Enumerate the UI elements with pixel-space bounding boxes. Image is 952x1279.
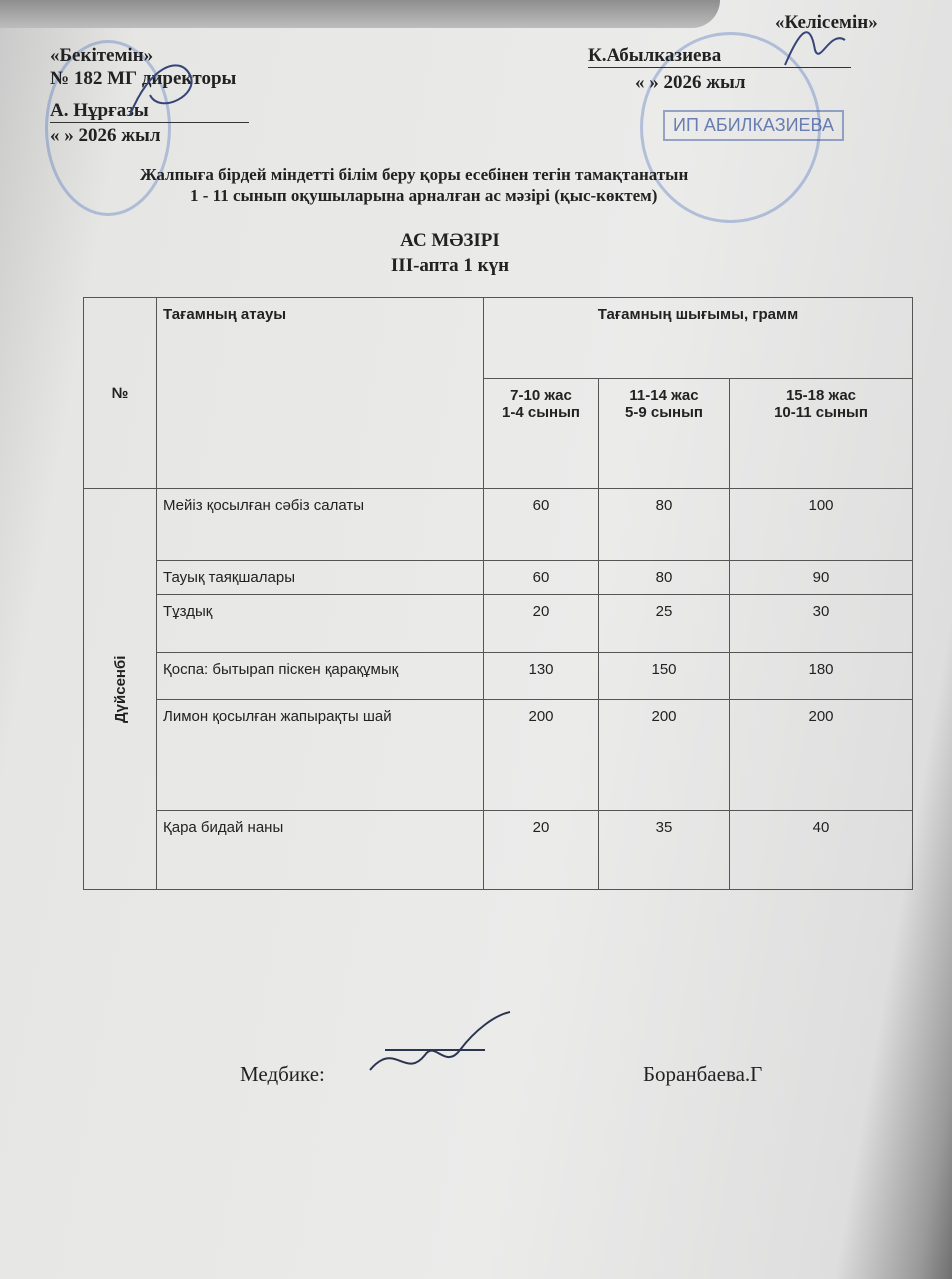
agree-title: «Келісемін» bbox=[775, 12, 878, 33]
value: 25 bbox=[599, 595, 730, 653]
menu-table bbox=[83, 297, 913, 890]
dish-name: Тұздық bbox=[157, 595, 484, 653]
value: 35 bbox=[599, 811, 730, 890]
day-label: Дүйсенбі bbox=[84, 489, 157, 890]
approve-line2: А. Нұрғазы bbox=[50, 100, 249, 123]
value: 180 bbox=[730, 653, 913, 700]
value: 20 bbox=[484, 811, 599, 890]
value: 200 bbox=[730, 700, 913, 811]
table-row bbox=[84, 700, 913, 811]
value: 60 bbox=[484, 561, 599, 595]
group-header: 11-14 жас 5-9 сынып bbox=[599, 379, 730, 489]
value: 200 bbox=[599, 700, 730, 811]
dish-name: Қара бидай наны bbox=[157, 811, 484, 890]
value: 30 bbox=[730, 595, 913, 653]
value: 60 bbox=[484, 489, 599, 561]
approve-line1: № 182 МГ директоры bbox=[50, 68, 237, 89]
value: 80 bbox=[599, 489, 730, 561]
value: 200 bbox=[484, 700, 599, 811]
agree-signature bbox=[780, 20, 850, 70]
agree-name: К.Абылказиева bbox=[588, 45, 851, 68]
paper-fold bbox=[0, 0, 720, 28]
nurse-signature bbox=[365, 1010, 515, 1090]
table-row bbox=[84, 811, 913, 890]
nurse-name: Боранбаева.Г bbox=[643, 1062, 763, 1086]
dish-name: Қоспа: бытырап піскен қарақұмық bbox=[157, 653, 484, 700]
value: 20 bbox=[484, 595, 599, 653]
table-row bbox=[84, 489, 913, 561]
table-row bbox=[84, 653, 913, 700]
approve-title: «Бекітемін» bbox=[50, 45, 154, 66]
col-name-header: Тағамның атауы bbox=[157, 298, 484, 489]
dish-name: Лимон қосылған жапырақты шай bbox=[157, 700, 484, 811]
col-yield-header: Тағамның шығымы, грамм bbox=[484, 298, 913, 379]
page-title: АС МӘЗІРІ bbox=[400, 230, 500, 251]
nurse-label: Медбике: bbox=[240, 1062, 325, 1086]
dish-name: Тауық таяқшалары bbox=[157, 561, 484, 595]
value: 150 bbox=[599, 653, 730, 700]
approve-date: « » 2026 жыл bbox=[50, 125, 161, 146]
value: 80 bbox=[599, 561, 730, 595]
dish-name: Мейіз қосылған сәбіз салаты bbox=[157, 489, 484, 561]
stamp-label: ИП АБИЛКАЗИЕВА bbox=[663, 110, 844, 141]
group-header: 15-18 жас 10-11 сынып bbox=[730, 379, 913, 489]
value: 40 bbox=[730, 811, 913, 890]
table-row bbox=[84, 561, 913, 595]
subtitle-line1: Жалпыға бірдей міндетті білім беру қоры есебінен тегін тамақтанатын bbox=[140, 165, 689, 184]
value: 100 bbox=[730, 489, 913, 561]
agree-date: « » 2026 жыл bbox=[635, 72, 746, 93]
value: 90 bbox=[730, 561, 913, 595]
group-header: 7-10 жас 1-4 сынып bbox=[484, 379, 599, 489]
subtitle-line2: 1 - 11 сынып оқушыларына арналған ас мәзірі (қыс-көктем) bbox=[190, 186, 658, 205]
approve-signature bbox=[120, 55, 210, 125]
week-label: ІІІ-апта 1 күн bbox=[390, 255, 510, 276]
value: 130 bbox=[484, 653, 599, 700]
col-num-header: № bbox=[84, 298, 157, 489]
table-row bbox=[84, 595, 913, 653]
